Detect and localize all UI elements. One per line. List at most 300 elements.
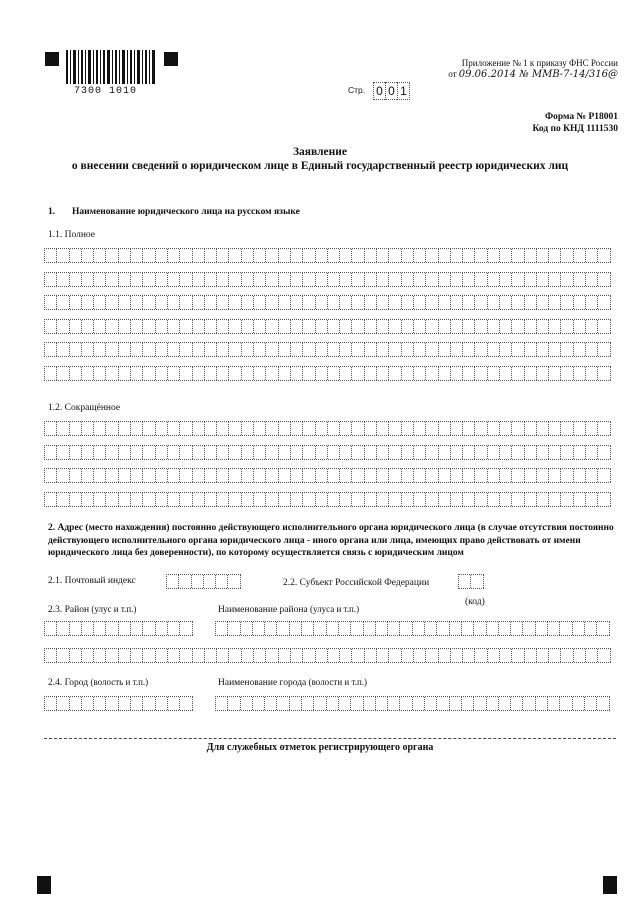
input-cell[interactable]	[462, 697, 474, 710]
input-cell[interactable]	[217, 320, 229, 333]
input-cell[interactable]	[475, 343, 487, 356]
input-cell[interactable]	[549, 367, 561, 380]
input-cell[interactable]	[561, 296, 573, 309]
input-cell[interactable]	[488, 273, 500, 286]
input-cell[interactable]	[242, 296, 254, 309]
input-cell[interactable]	[463, 649, 475, 662]
input-cell[interactable]	[254, 296, 266, 309]
input-cell[interactable]	[340, 273, 352, 286]
input-cell[interactable]	[463, 343, 475, 356]
input-cell[interactable]	[217, 249, 229, 262]
input-cell[interactable]	[45, 622, 57, 635]
input-cell[interactable]	[488, 469, 500, 482]
district-type-field-row1[interactable]	[44, 621, 193, 636]
input-cell[interactable]	[573, 697, 585, 710]
input-cell[interactable]	[229, 273, 241, 286]
input-cell[interactable]	[463, 493, 475, 506]
input-cell[interactable]	[180, 446, 192, 459]
input-cell[interactable]	[328, 249, 340, 262]
input-cell[interactable]	[413, 697, 425, 710]
input-cell[interactable]	[512, 422, 524, 435]
input-cell[interactable]	[303, 296, 315, 309]
input-cell[interactable]	[598, 296, 610, 309]
input-cell[interactable]	[217, 649, 229, 662]
input-cell[interactable]	[180, 649, 192, 662]
input-cell[interactable]	[45, 469, 57, 482]
input-cell[interactable]	[57, 296, 69, 309]
input-cell[interactable]	[217, 493, 229, 506]
input-cell[interactable]	[549, 343, 561, 356]
input-cell[interactable]	[537, 296, 549, 309]
input-cell[interactable]	[414, 367, 426, 380]
input-cell[interactable]	[573, 622, 585, 635]
input-cell[interactable]	[499, 697, 511, 710]
input-cell[interactable]	[414, 273, 426, 286]
input-cell[interactable]	[339, 622, 351, 635]
input-cell[interactable]	[377, 296, 389, 309]
input-cell[interactable]	[365, 273, 377, 286]
input-cell[interactable]	[119, 493, 131, 506]
input-cell[interactable]	[439, 422, 451, 435]
input-cell[interactable]	[229, 493, 241, 506]
input-cell[interactable]	[351, 697, 363, 710]
input-cell[interactable]	[365, 343, 377, 356]
input-cell[interactable]	[94, 649, 106, 662]
input-cell[interactable]	[82, 649, 94, 662]
input-cell[interactable]	[523, 697, 535, 710]
input-cell[interactable]	[254, 367, 266, 380]
district-name-field-row2[interactable]	[44, 648, 611, 663]
input-cell[interactable]	[70, 697, 82, 710]
input-cell[interactable]	[119, 296, 131, 309]
input-cell[interactable]	[537, 249, 549, 262]
input-cell[interactable]	[106, 343, 118, 356]
input-cell[interactable]	[303, 446, 315, 459]
input-cell[interactable]	[279, 273, 291, 286]
input-cell[interactable]	[266, 249, 278, 262]
input-cell[interactable]	[561, 343, 573, 356]
input-cell[interactable]	[316, 320, 328, 333]
input-cell[interactable]	[180, 422, 192, 435]
input-cell[interactable]	[70, 493, 82, 506]
input-cell[interactable]	[328, 273, 340, 286]
input-cell[interactable]	[316, 469, 328, 482]
full-name-row[interactable]	[44, 366, 611, 381]
input-cell[interactable]	[119, 446, 131, 459]
input-cell[interactable]	[303, 367, 315, 380]
input-cell[interactable]	[451, 273, 463, 286]
input-cell[interactable]	[561, 469, 573, 482]
input-cell[interactable]	[57, 446, 69, 459]
input-cell[interactable]	[525, 343, 537, 356]
input-cell[interactable]	[82, 469, 94, 482]
input-cell[interactable]	[328, 649, 340, 662]
input-cell[interactable]	[597, 697, 609, 710]
input-cell[interactable]	[561, 273, 573, 286]
input-cell[interactable]	[106, 697, 118, 710]
input-cell[interactable]	[168, 367, 180, 380]
input-cell[interactable]	[94, 493, 106, 506]
input-cell[interactable]	[439, 367, 451, 380]
input-cell[interactable]	[451, 320, 463, 333]
input-cell[interactable]	[389, 296, 401, 309]
input-cell[interactable]	[439, 446, 451, 459]
input-cell[interactable]	[192, 575, 204, 588]
input-cell[interactable]	[168, 622, 180, 635]
input-cell[interactable]	[426, 249, 438, 262]
input-cell[interactable]	[57, 493, 69, 506]
input-cell[interactable]	[291, 649, 303, 662]
input-cell[interactable]	[94, 422, 106, 435]
input-cell[interactable]	[156, 343, 168, 356]
input-cell[interactable]	[574, 649, 586, 662]
input-cell[interactable]	[586, 446, 598, 459]
input-cell[interactable]	[45, 493, 57, 506]
input-cell[interactable]	[352, 649, 364, 662]
input-cell[interactable]	[217, 343, 229, 356]
input-cell[interactable]	[266, 273, 278, 286]
input-cell[interactable]	[217, 273, 229, 286]
input-cell[interactable]	[119, 697, 131, 710]
input-cell[interactable]	[451, 469, 463, 482]
input-cell[interactable]	[131, 249, 143, 262]
input-cell[interactable]	[242, 469, 254, 482]
input-cell[interactable]	[45, 320, 57, 333]
input-cell[interactable]	[414, 320, 426, 333]
input-cell[interactable]	[57, 622, 69, 635]
input-cell[interactable]	[193, 446, 205, 459]
input-cell[interactable]	[279, 367, 291, 380]
input-cell[interactable]	[475, 249, 487, 262]
input-cell[interactable]	[425, 697, 437, 710]
input-cell[interactable]	[57, 469, 69, 482]
input-cell[interactable]	[156, 649, 168, 662]
input-cell[interactable]	[487, 697, 499, 710]
input-cell[interactable]	[511, 622, 523, 635]
input-cell[interactable]	[266, 320, 278, 333]
input-cell[interactable]	[451, 422, 463, 435]
input-cell[interactable]	[389, 343, 401, 356]
input-cell[interactable]	[131, 273, 143, 286]
input-cell[interactable]	[377, 273, 389, 286]
input-cell[interactable]	[463, 367, 475, 380]
input-cell[interactable]	[451, 249, 463, 262]
input-cell[interactable]	[180, 343, 192, 356]
input-cell[interactable]	[156, 622, 168, 635]
input-cell[interactable]	[253, 697, 265, 710]
input-cell[interactable]	[291, 367, 303, 380]
input-cell[interactable]	[229, 296, 241, 309]
input-cell[interactable]	[131, 622, 143, 635]
input-cell[interactable]	[316, 343, 328, 356]
input-cell[interactable]	[511, 697, 523, 710]
input-cell[interactable]	[254, 649, 266, 662]
input-cell[interactable]	[500, 343, 512, 356]
input-cell[interactable]	[500, 273, 512, 286]
input-cell[interactable]	[402, 343, 414, 356]
input-cell[interactable]	[328, 469, 340, 482]
input-cell[interactable]	[377, 493, 389, 506]
input-cell[interactable]	[488, 367, 500, 380]
input-cell[interactable]	[217, 469, 229, 482]
input-cell[interactable]	[598, 469, 610, 482]
input-cell[interactable]	[389, 469, 401, 482]
input-cell[interactable]	[402, 649, 414, 662]
input-cell[interactable]	[488, 249, 500, 262]
input-cell[interactable]	[57, 320, 69, 333]
input-cell[interactable]	[316, 296, 328, 309]
input-cell[interactable]	[471, 575, 483, 588]
input-cell[interactable]	[512, 273, 524, 286]
input-cell[interactable]	[94, 367, 106, 380]
input-cell[interactable]	[45, 249, 57, 262]
input-cell[interactable]	[561, 493, 573, 506]
input-cell[interactable]	[586, 273, 598, 286]
input-cell[interactable]	[180, 367, 192, 380]
input-cell[interactable]	[180, 249, 192, 262]
input-cell[interactable]	[389, 320, 401, 333]
input-cell[interactable]	[352, 320, 364, 333]
input-cell[interactable]	[168, 343, 180, 356]
input-cell[interactable]	[180, 273, 192, 286]
input-cell[interactable]	[537, 343, 549, 356]
input-cell[interactable]	[279, 422, 291, 435]
input-cell[interactable]	[193, 493, 205, 506]
input-cell[interactable]	[475, 469, 487, 482]
input-cell[interactable]	[463, 469, 475, 482]
input-cell[interactable]	[512, 320, 524, 333]
input-cell[interactable]	[106, 469, 118, 482]
input-cell[interactable]	[500, 367, 512, 380]
input-cell[interactable]	[537, 446, 549, 459]
input-cell[interactable]	[512, 446, 524, 459]
input-cell[interactable]	[402, 249, 414, 262]
input-cell[interactable]	[340, 649, 352, 662]
input-cell[interactable]	[365, 249, 377, 262]
input-cell[interactable]	[143, 343, 155, 356]
input-cell[interactable]	[216, 622, 228, 635]
input-cell[interactable]	[229, 343, 241, 356]
input-cell[interactable]	[193, 249, 205, 262]
input-cell[interactable]	[463, 446, 475, 459]
input-cell[interactable]	[70, 320, 82, 333]
input-cell[interactable]	[561, 422, 573, 435]
input-cell[interactable]	[242, 422, 254, 435]
input-cell[interactable]	[316, 422, 328, 435]
input-cell[interactable]	[439, 469, 451, 482]
input-cell[interactable]	[537, 493, 549, 506]
input-cell[interactable]	[328, 367, 340, 380]
input-cell[interactable]	[254, 422, 266, 435]
input-cell[interactable]	[57, 273, 69, 286]
input-cell[interactable]	[168, 249, 180, 262]
input-cell[interactable]	[279, 649, 291, 662]
input-cell[interactable]	[314, 697, 326, 710]
input-cell[interactable]	[266, 446, 278, 459]
input-cell[interactable]	[439, 649, 451, 662]
input-cell[interactable]	[377, 469, 389, 482]
input-cell[interactable]	[242, 367, 254, 380]
input-cell[interactable]	[598, 273, 610, 286]
input-cell[interactable]	[57, 422, 69, 435]
input-cell[interactable]	[426, 343, 438, 356]
input-cell[interactable]	[228, 622, 240, 635]
input-cell[interactable]	[352, 296, 364, 309]
input-cell[interactable]	[106, 273, 118, 286]
input-cell[interactable]	[437, 697, 449, 710]
input-cell[interactable]	[265, 697, 277, 710]
input-cell[interactable]	[537, 320, 549, 333]
input-cell[interactable]	[414, 649, 426, 662]
input-cell[interactable]	[82, 622, 94, 635]
input-cell[interactable]	[377, 422, 389, 435]
input-cell[interactable]	[549, 296, 561, 309]
input-cell[interactable]	[242, 320, 254, 333]
short-name-row[interactable]	[44, 468, 611, 483]
input-cell[interactable]	[340, 343, 352, 356]
input-cell[interactable]	[487, 622, 499, 635]
input-cell[interactable]	[402, 422, 414, 435]
input-cell[interactable]	[279, 320, 291, 333]
input-cell[interactable]	[400, 697, 412, 710]
input-cell[interactable]	[291, 273, 303, 286]
input-cell[interactable]	[205, 367, 217, 380]
input-cell[interactable]	[119, 469, 131, 482]
input-cell[interactable]	[291, 320, 303, 333]
input-cell[interactable]	[241, 697, 253, 710]
input-cell[interactable]	[561, 649, 573, 662]
input-cell[interactable]	[57, 649, 69, 662]
input-cell[interactable]	[156, 367, 168, 380]
input-cell[interactable]	[316, 446, 328, 459]
input-cell[interactable]	[156, 249, 168, 262]
input-cell[interactable]	[389, 446, 401, 459]
input-cell[interactable]	[205, 320, 217, 333]
input-cell[interactable]	[266, 649, 278, 662]
input-cell[interactable]	[500, 296, 512, 309]
input-cell[interactable]	[388, 697, 400, 710]
input-cell[interactable]	[549, 273, 561, 286]
input-cell[interactable]	[205, 249, 217, 262]
input-cell[interactable]	[143, 649, 155, 662]
input-cell[interactable]	[106, 446, 118, 459]
input-cell[interactable]	[303, 493, 315, 506]
input-cell[interactable]	[193, 343, 205, 356]
input-cell[interactable]	[574, 446, 586, 459]
input-cell[interactable]	[340, 249, 352, 262]
input-cell[interactable]	[229, 320, 241, 333]
input-cell[interactable]	[217, 296, 229, 309]
input-cell[interactable]	[475, 273, 487, 286]
input-cell[interactable]	[70, 649, 82, 662]
input-cell[interactable]	[598, 343, 610, 356]
input-cell[interactable]	[512, 367, 524, 380]
input-cell[interactable]	[585, 622, 597, 635]
input-cell[interactable]	[180, 469, 192, 482]
input-cell[interactable]	[303, 422, 315, 435]
input-cell[interactable]	[143, 273, 155, 286]
input-cell[interactable]	[402, 320, 414, 333]
input-cell[interactable]	[119, 622, 131, 635]
input-cell[interactable]	[475, 367, 487, 380]
input-cell[interactable]	[266, 422, 278, 435]
input-cell[interactable]	[94, 296, 106, 309]
input-cell[interactable]	[512, 493, 524, 506]
input-cell[interactable]	[525, 320, 537, 333]
input-cell[interactable]	[439, 273, 451, 286]
input-cell[interactable]	[414, 296, 426, 309]
input-cell[interactable]	[205, 422, 217, 435]
input-cell[interactable]	[328, 422, 340, 435]
input-cell[interactable]	[365, 493, 377, 506]
input-cell[interactable]	[279, 493, 291, 506]
input-cell[interactable]	[45, 446, 57, 459]
input-cell[interactable]	[451, 446, 463, 459]
input-cell[interactable]	[439, 320, 451, 333]
input-cell[interactable]	[414, 446, 426, 459]
input-cell[interactable]	[462, 622, 474, 635]
input-cell[interactable]	[303, 469, 315, 482]
input-cell[interactable]	[143, 446, 155, 459]
input-cell[interactable]	[242, 343, 254, 356]
full-name-row[interactable]	[44, 342, 611, 357]
input-cell[interactable]	[512, 649, 524, 662]
input-cell[interactable]	[193, 296, 205, 309]
input-cell[interactable]	[266, 469, 278, 482]
input-cell[interactable]	[426, 422, 438, 435]
input-cell[interactable]	[426, 649, 438, 662]
input-cell[interactable]	[574, 422, 586, 435]
input-cell[interactable]	[302, 697, 314, 710]
input-cell[interactable]	[82, 446, 94, 459]
city-name-field[interactable]	[215, 696, 610, 711]
input-cell[interactable]	[426, 446, 438, 459]
input-cell[interactable]	[143, 320, 155, 333]
input-cell[interactable]	[512, 296, 524, 309]
input-cell[interactable]	[561, 249, 573, 262]
input-cell[interactable]	[463, 296, 475, 309]
input-cell[interactable]	[488, 343, 500, 356]
input-cell[interactable]	[205, 273, 217, 286]
input-cell[interactable]	[439, 249, 451, 262]
input-cell[interactable]	[340, 469, 352, 482]
input-cell[interactable]	[340, 296, 352, 309]
input-cell[interactable]	[475, 422, 487, 435]
input-cell[interactable]	[82, 249, 94, 262]
input-cell[interactable]	[414, 422, 426, 435]
input-cell[interactable]	[499, 622, 511, 635]
input-cell[interactable]	[94, 697, 106, 710]
input-cell[interactable]	[463, 320, 475, 333]
input-cell[interactable]	[574, 469, 586, 482]
input-cell[interactable]	[525, 273, 537, 286]
input-cell[interactable]	[598, 446, 610, 459]
input-cell[interactable]	[536, 622, 548, 635]
input-cell[interactable]	[586, 649, 598, 662]
input-cell[interactable]	[327, 622, 339, 635]
input-cell[interactable]	[316, 273, 328, 286]
input-cell[interactable]	[475, 649, 487, 662]
input-cell[interactable]	[365, 367, 377, 380]
input-cell[interactable]	[586, 493, 598, 506]
input-cell[interactable]	[193, 422, 205, 435]
input-cell[interactable]	[500, 469, 512, 482]
input-cell[interactable]	[451, 649, 463, 662]
input-cell[interactable]	[291, 469, 303, 482]
input-cell[interactable]	[525, 367, 537, 380]
input-cell[interactable]	[475, 296, 487, 309]
input-cell[interactable]	[228, 697, 240, 710]
